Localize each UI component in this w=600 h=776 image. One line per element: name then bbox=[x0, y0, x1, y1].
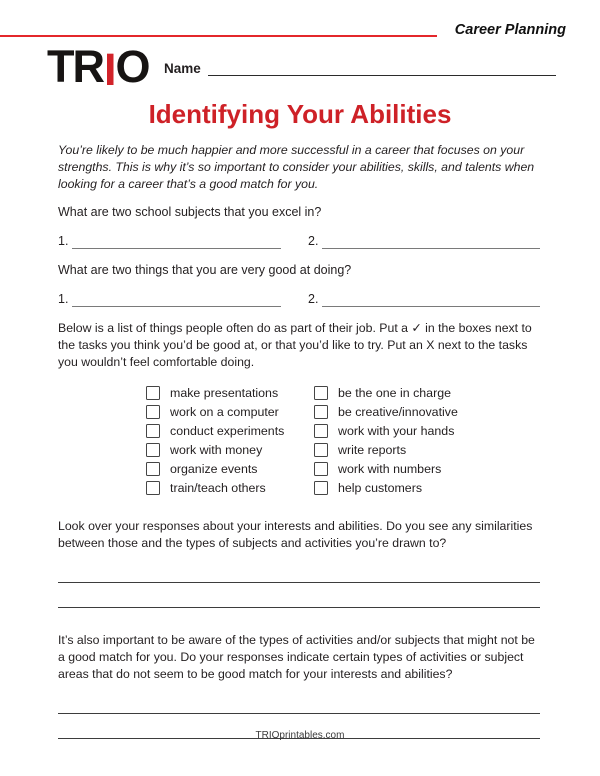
subjects-answer-line-1[interactable] bbox=[72, 233, 281, 249]
subjects-blank-1 bbox=[58, 230, 281, 249]
task-label: organize events bbox=[170, 461, 258, 476]
task-checkbox-grid bbox=[146, 386, 540, 494]
checkbox-work-with-hands[interactable] bbox=[314, 424, 328, 438]
task-item bbox=[146, 405, 314, 418]
page-title: Identifying Your Abilities bbox=[148, 99, 452, 129]
name-input-line[interactable] bbox=[208, 59, 556, 76]
blank-number: 1. bbox=[58, 234, 69, 248]
logo-part-o: O bbox=[115, 41, 149, 92]
task-item bbox=[314, 462, 514, 475]
task-label: help customers bbox=[338, 480, 423, 495]
task-label: make presentations bbox=[170, 385, 279, 400]
blank-number: 2. bbox=[308, 292, 319, 306]
checkbox-work-on-computer[interactable] bbox=[146, 405, 160, 419]
blank-number: 1. bbox=[58, 292, 69, 306]
subjects-blank-row bbox=[58, 230, 540, 249]
task-label: conduct experiments bbox=[170, 423, 285, 438]
logo-accent-i: I bbox=[104, 44, 115, 95]
task-item bbox=[146, 386, 314, 399]
task-label: be the one in charge bbox=[338, 385, 451, 400]
task-label: write reports bbox=[338, 442, 407, 457]
reflection-question-mismatch: It’s also important to be aware of the types of activities and/or subjects that might not be a good match for you. Do your responses indicate certain types of activities or subject areas that do not seem to be good match for your interests and abilities? bbox=[58, 633, 535, 681]
header-red-rule bbox=[0, 35, 437, 37]
checkbox-conduct-experiments[interactable] bbox=[146, 424, 160, 438]
trio-logo bbox=[47, 41, 149, 95]
task-label: work with your hands bbox=[338, 423, 455, 438]
task-item bbox=[314, 405, 514, 418]
blank-number: 2. bbox=[308, 234, 319, 248]
checkbox-be-creative[interactable] bbox=[314, 405, 328, 419]
name-label: Name bbox=[164, 61, 201, 76]
task-item bbox=[314, 386, 514, 399]
task-label: train/teach others bbox=[170, 480, 266, 495]
checkbox-work-with-numbers[interactable] bbox=[314, 462, 328, 476]
question-subjects: What are two school subjects that you excel in? bbox=[58, 205, 322, 219]
subjects-blank-2 bbox=[308, 230, 540, 249]
good-at-blank-1 bbox=[58, 288, 281, 307]
task-item bbox=[146, 443, 314, 456]
worksheet-content bbox=[58, 142, 540, 739]
checkbox-organize-events[interactable] bbox=[146, 462, 160, 476]
checkbox-train-teach-others[interactable] bbox=[146, 481, 160, 495]
mismatch-answer-line-1[interactable] bbox=[58, 689, 540, 714]
name-row bbox=[164, 59, 556, 76]
good-at-blank-2 bbox=[308, 288, 540, 307]
subjects-answer-line-2[interactable] bbox=[322, 233, 540, 249]
reflection-question-similarities: Look over your responses about your interests and abilities. Do you see any similarities between those and the types of subjects and activities you’re drawn to? bbox=[58, 519, 533, 550]
task-item bbox=[146, 424, 314, 437]
question-good-at: What are two things that you are very good at doing? bbox=[58, 263, 352, 277]
task-label: work with numbers bbox=[338, 461, 442, 476]
task-item bbox=[314, 443, 514, 456]
checkbox-be-in-charge[interactable] bbox=[314, 386, 328, 400]
good-at-answer-line-2[interactable] bbox=[322, 291, 540, 307]
task-label: work with money bbox=[170, 442, 263, 457]
checkbox-make-presentations[interactable] bbox=[146, 386, 160, 400]
checkbox-write-reports[interactable] bbox=[314, 443, 328, 457]
good-at-blank-row bbox=[58, 288, 540, 307]
intro-paragraph: You’re likely to be much happier and more successful in a career that focuses on your strengths. This is why it’s so important to consider your abilities, skills, and talents when looking for a career that’s a good match for you. bbox=[58, 143, 535, 191]
task-label: be creative/innovative bbox=[338, 404, 458, 419]
checkbox-instructions: Below is a list of things people often do as part of their job. Put a ✓ in the boxes next to the tasks you think you’d be good at, or that you’d like to try. Put an X next to the tasks you wouldn’t feel comfortable doing. bbox=[58, 321, 532, 369]
logo-part-tr: TR bbox=[47, 41, 103, 92]
task-item bbox=[146, 481, 314, 494]
task-item bbox=[314, 481, 514, 494]
similarities-answer-line-1[interactable] bbox=[58, 558, 540, 583]
footer-site: TRIOprintables.com bbox=[255, 730, 345, 741]
category-label: Career Planning bbox=[454, 22, 566, 38]
checkbox-work-with-money[interactable] bbox=[146, 443, 160, 457]
task-item bbox=[146, 462, 314, 475]
task-label: work on a computer bbox=[170, 404, 279, 419]
good-at-answer-line-1[interactable] bbox=[72, 291, 281, 307]
task-item bbox=[314, 424, 514, 437]
checkbox-help-customers[interactable] bbox=[314, 481, 328, 495]
similarities-answer-line-2[interactable] bbox=[58, 583, 540, 608]
